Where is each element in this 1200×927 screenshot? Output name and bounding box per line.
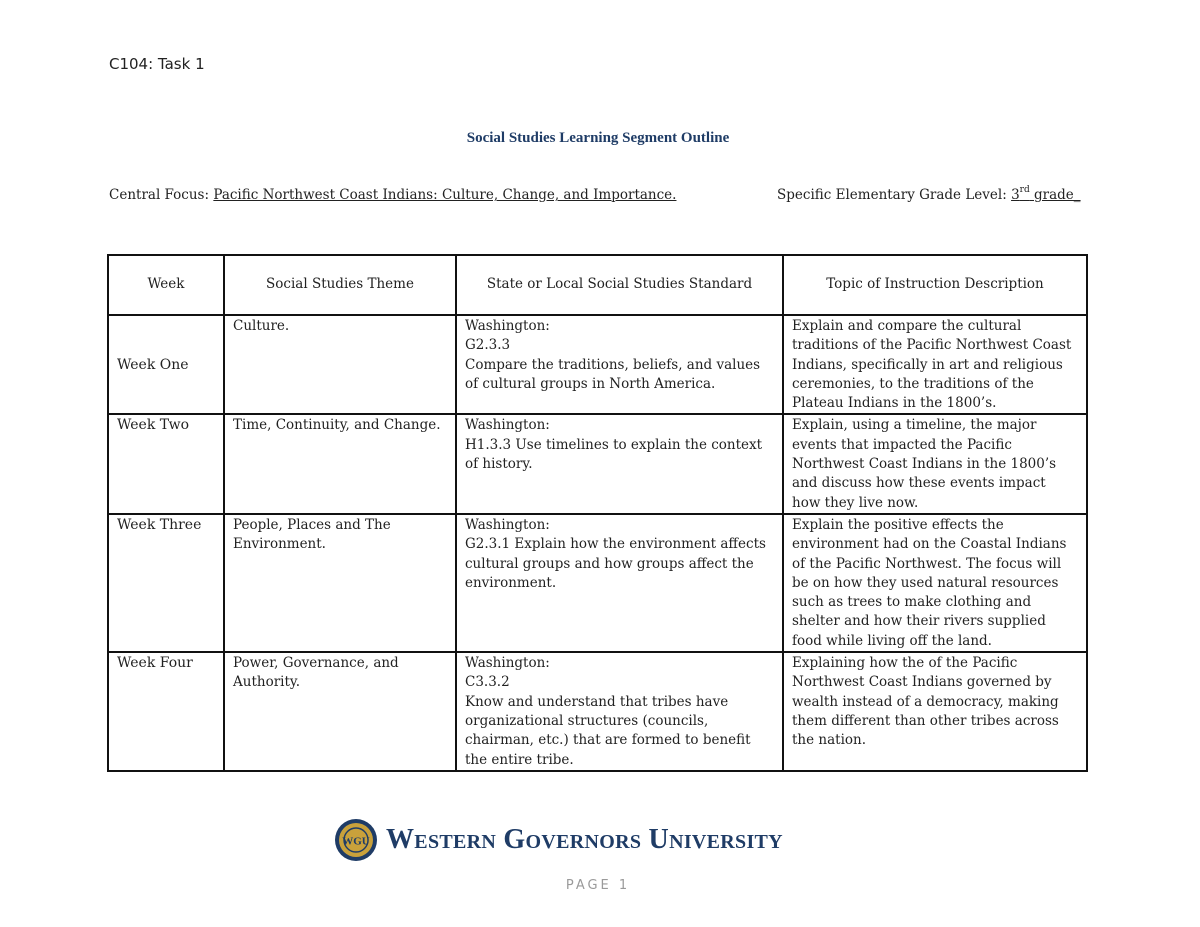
university-seal-icon	[334, 818, 378, 862]
topic-cell: Explain and compare the cultural traditions of the Pacific Northwest Coast Indians, specifically in art and religious ceremonies, to the traditions of the Plateau Indians in the 1800’s.	[783, 315, 1087, 414]
grade-level	[777, 187, 1081, 203]
table-row	[108, 514, 1087, 652]
column-header-standard: State or Local Social Studies Standard	[456, 255, 783, 315]
week-cell: Week Two	[108, 414, 224, 513]
central-focus	[109, 187, 676, 203]
standard-line: Washington:	[465, 516, 550, 533]
table-row	[108, 315, 1087, 414]
topic-cell: Explain the positive effects the environment had on the Coastal Indians of the Pacific Northwest. The focus will be on how they used natural resources such as trees to make clothing and shelter and how their rivers supplied food while living off the land.	[783, 514, 1087, 652]
page-number: PAGE 1	[565, 878, 631, 893]
column-header-week: Week	[108, 255, 224, 315]
grade-number: 3	[1011, 187, 1020, 203]
theme-cell: People, Places and The Environment.	[224, 514, 456, 652]
grade-level-label: Specific Elementary Grade Level:	[777, 187, 1007, 203]
university-name: Western Governors University	[386, 824, 783, 855]
standard-cell	[456, 315, 783, 414]
grade-suffix: rd	[1019, 185, 1030, 195]
table-header-row	[108, 255, 1087, 315]
standard-line: C3.3.2	[465, 674, 510, 691]
standard-line: Washington:	[465, 655, 550, 672]
wgu-logo	[334, 818, 844, 862]
standard-line: Know and understand that tribes have organizational structures (councils, chairman, etc.) that are formed to benefit the entire tribe.	[465, 693, 751, 768]
document-header-label: C104: Task 1	[109, 55, 205, 73]
central-focus-value: Pacific Northwest Coast Indians: Culture, Change, and Importance.	[213, 187, 677, 203]
central-focus-label: Central Focus:	[109, 187, 210, 203]
standard-cell	[456, 652, 783, 771]
theme-cell: Power, Governance, and Authority.	[224, 652, 456, 771]
document-title: Social Studies Learning Segment Outline	[466, 130, 730, 146]
seal-text: WGU	[342, 835, 370, 848]
standard-line: H1.3.3 Use timelines to explain the context of history.	[465, 436, 763, 473]
topic-cell: Explaining how the of the Pacific Northwest Coast Indians governed by wealth instead of a democracy, making them different than other tribes across the nation.	[783, 652, 1087, 771]
table-row	[108, 414, 1087, 513]
week-cell: Week Four	[108, 652, 224, 771]
standard-line: Washington:	[465, 318, 550, 334]
column-header-topic: Topic of Instruction Description	[783, 255, 1087, 315]
week-cell: Week Three	[108, 514, 224, 652]
week-cell: Week One	[108, 315, 224, 414]
standard-line: Washington:	[465, 417, 550, 434]
standard-line: G2.3.1 Explain how the environment affects cultural groups and how groups affect the environment.	[465, 536, 766, 591]
standard-cell	[456, 414, 783, 513]
learning-segment-table	[107, 254, 1088, 772]
table-row	[108, 652, 1087, 771]
theme-cell: Time, Continuity, and Change.	[224, 414, 456, 513]
standard-line: G2.3.3	[465, 337, 511, 354]
standard-line: Compare the traditions, beliefs, and values of cultural groups in North America.	[465, 356, 761, 392]
segment-meta	[109, 187, 1079, 209]
topic-cell: Explain, using a timeline, the major events that impacted the Pacific Northwest Coast Indians in the 1800’s and discuss how these events impact how they live now.	[783, 414, 1087, 513]
grade-level-value	[1011, 187, 1081, 203]
standard-cell	[456, 514, 783, 652]
theme-cell: Culture.	[224, 315, 456, 414]
grade-word: grade_	[1029, 187, 1081, 203]
column-header-theme: Social Studies Theme	[224, 255, 456, 315]
